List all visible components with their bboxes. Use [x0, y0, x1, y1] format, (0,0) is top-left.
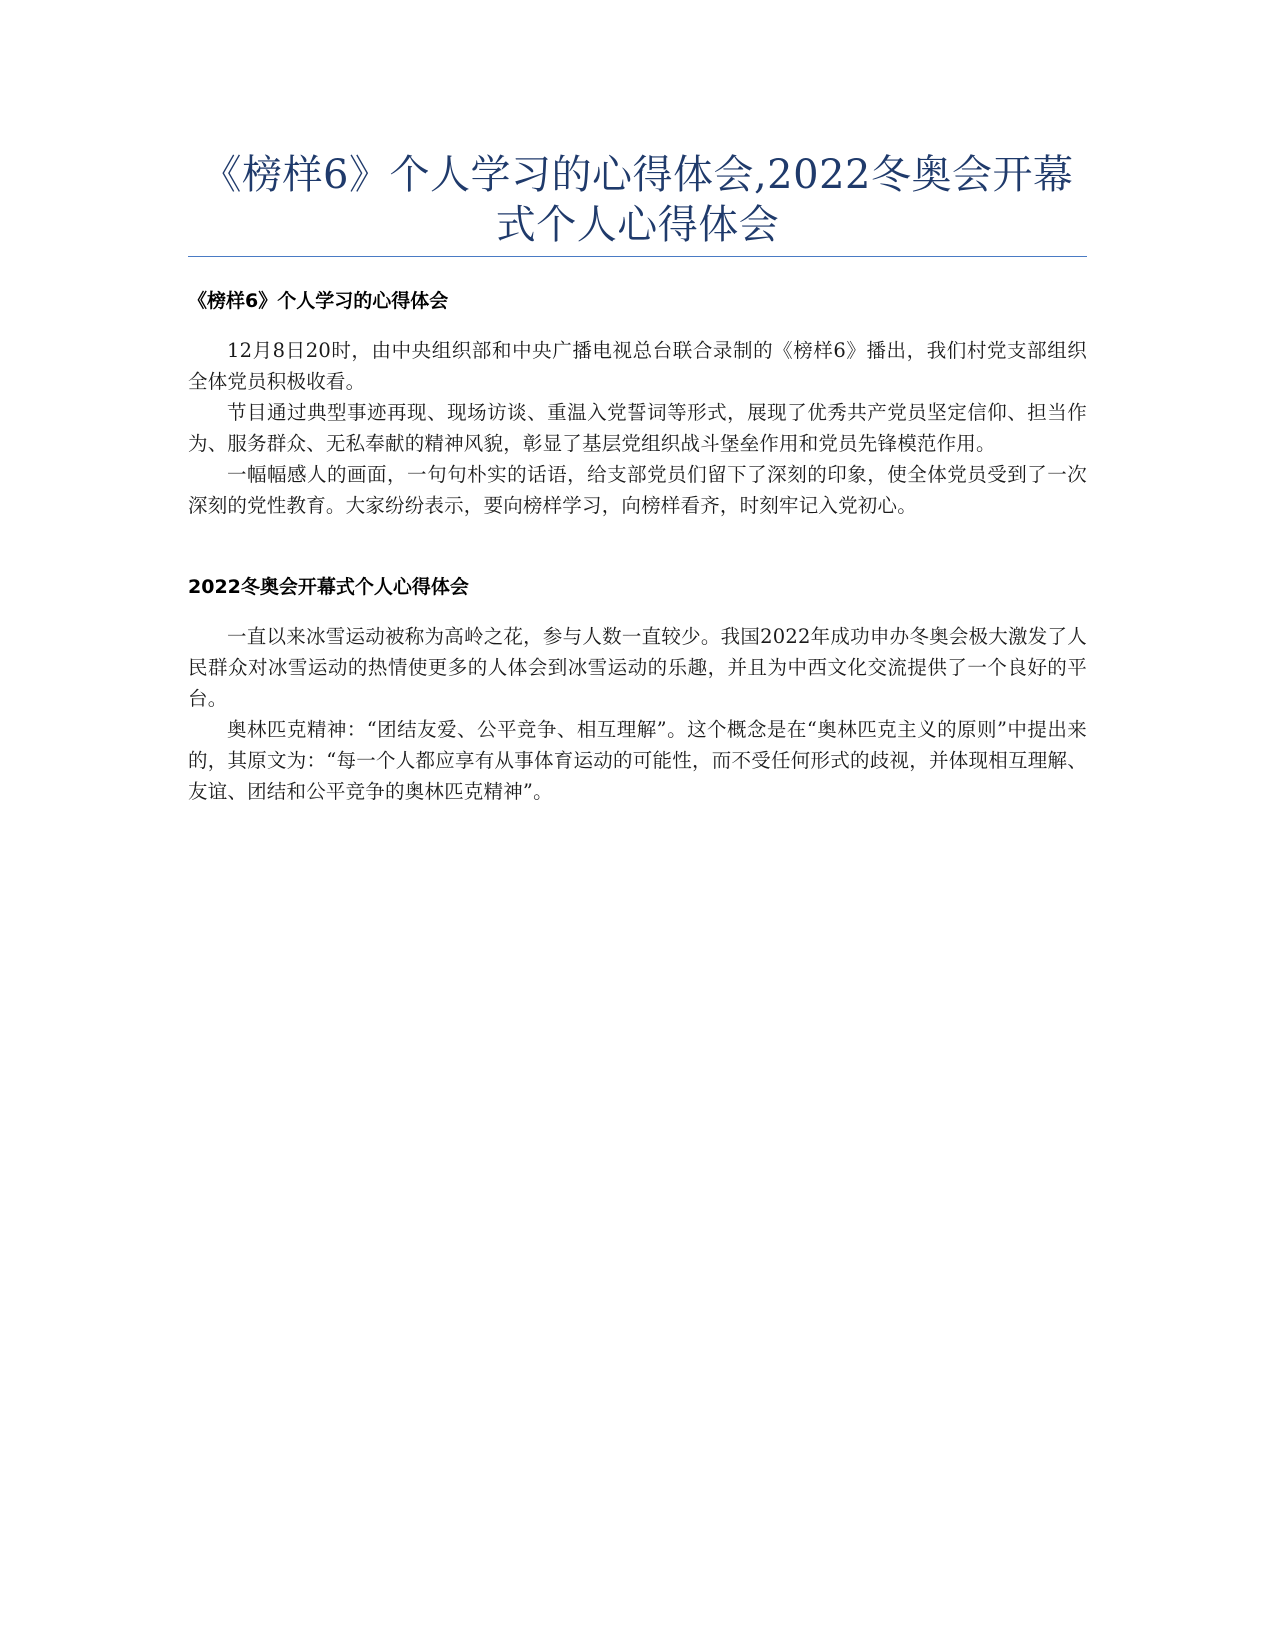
section-winter-olympics: [188, 573, 1087, 807]
section-heading: 《榜样6》个人学习的心得体会: [188, 290, 449, 312]
paragraph: 节目通过典型事迹再现、现场访谈、重温入党誓词等形式，展现了优秀共产党员坚定信仰、担当作为、服务群众、无私奉献的精神风貌，彰显了基层党组织战斗堡垒作用和党员先锋模范作用。: [188, 401, 1087, 455]
paragraph: 12月8日20时，由中央组织部和中央广播电视总台联合录制的《榜样6》播出，我们村党支部组织全体党员积极收看。: [188, 339, 1087, 393]
section-body: [188, 621, 1087, 807]
document-page: [188, 150, 1087, 807]
section-bangyang: [188, 287, 1087, 521]
section-body: [188, 335, 1087, 521]
paragraph: 一直以来冰雪运动被称为高岭之花，参与人数一直较少。我国2022年成功申办冬奥会极大激发了人民群众对冰雪运动的热情使更多的人体会到冰雪运动的乐趣，并且为中西文化交流提供了一个良好的平台。: [188, 625, 1087, 710]
section-heading: 2022冬奥会开幕式个人心得体会: [188, 576, 469, 598]
paragraph: 奥林匹克精神：“团结友爱、公平竞争、相互理解”。这个概念是在“奥林匹克主义的原则”中提出来的，其原文为：“每一个人都应享有从事体育运动的可能性，而不受任何形式的歧视，并体现相互理解、友谊、团结和公平竞争的奥林匹克精神”。: [188, 718, 1087, 803]
document-title: 《榜样6》个人学习的心得体会,2022冬奥会开幕式个人心得体会: [201, 152, 1074, 248]
paragraph: 一幅幅感人的画面，一句句朴实的话语，给支部党员们留下了深刻的印象，使全体党员受到了一次深刻的党性教育。大家纷纷表示，要向榜样学习，向榜样看齐，时刻牢记入党初心。: [188, 463, 1087, 517]
title-underline: [188, 256, 1087, 257]
